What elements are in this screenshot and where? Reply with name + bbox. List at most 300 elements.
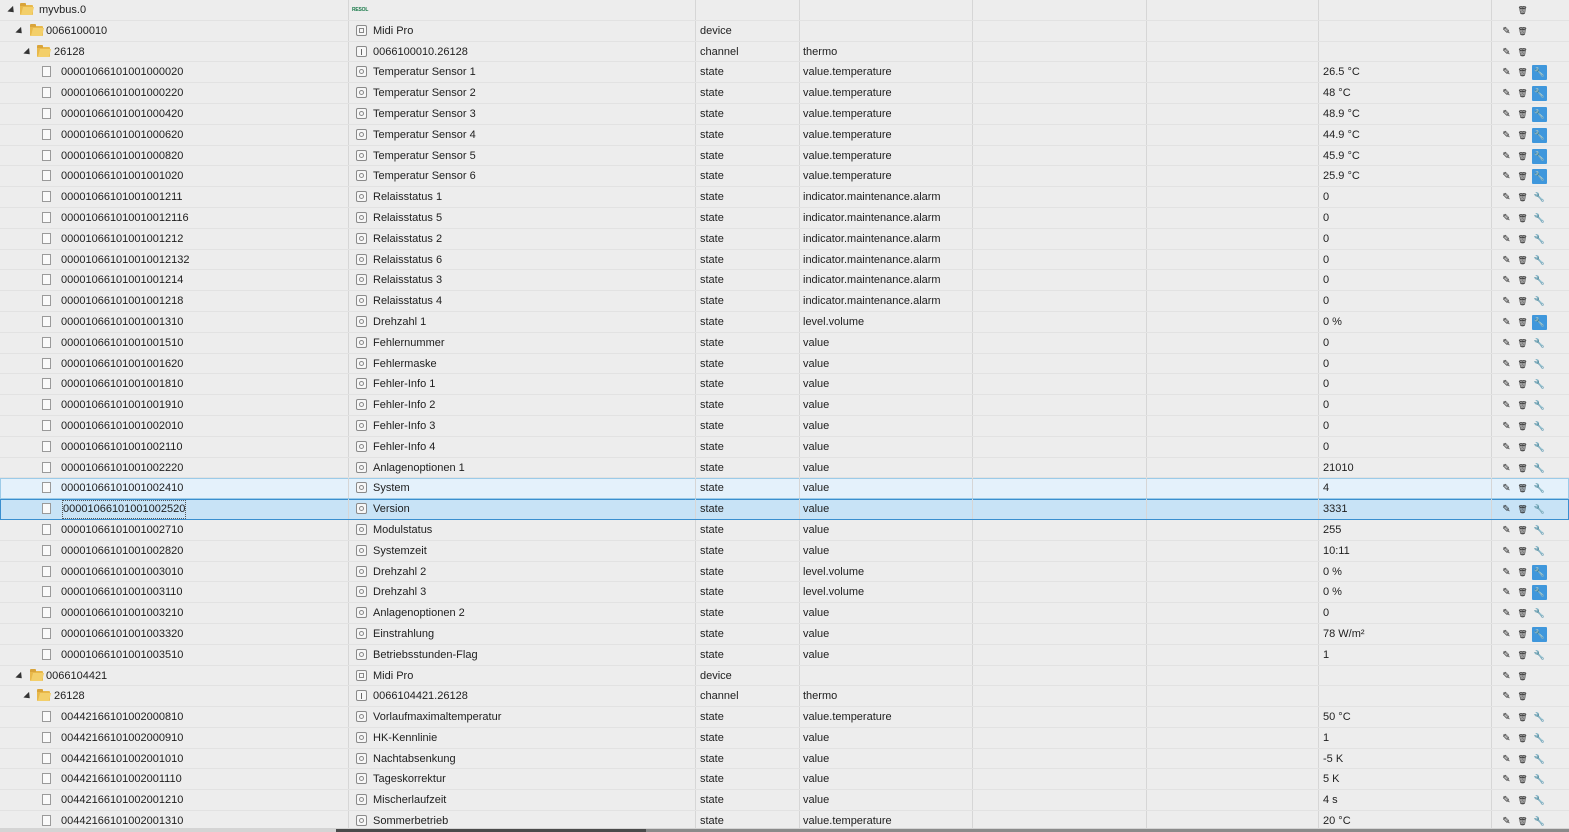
edit-button[interactable]: ✎ [1502, 462, 1511, 474]
file-icon [42, 586, 51, 597]
file-icon [42, 482, 51, 493]
column-divider [799, 395, 800, 415]
column-divider [1146, 208, 1147, 228]
object-id: 00442166101002001110 [61, 773, 182, 786]
object-name: Anlagenoptionen 2 [373, 607, 465, 620]
object-name: Fehlernummer [373, 336, 445, 349]
column-divider [799, 208, 800, 228]
delete-button[interactable]: 🗑 [1517, 47, 1528, 57]
state-icon [356, 358, 367, 369]
column-divider [348, 270, 349, 290]
column-divider [972, 707, 973, 727]
settings-wrench-button[interactable]: 🔧 [1533, 712, 1546, 723]
column-divider [1491, 416, 1492, 436]
object-value: 48 °C [1323, 87, 1351, 100]
object-value: 25.9 °C [1323, 170, 1360, 183]
delete-button[interactable]: 🗑 [1517, 754, 1528, 764]
object-id: 00001066101001000220 [61, 87, 184, 100]
delete-button[interactable]: 🗑 [1517, 629, 1528, 639]
table-row[interactable] [0, 104, 1569, 125]
column-divider [348, 187, 349, 207]
column-divider [1491, 478, 1492, 498]
settings-wrench-button[interactable]: 🔧 [1532, 315, 1547, 330]
delete-button[interactable]: 🗑 [1517, 213, 1528, 223]
delete-button[interactable]: 🗑 [1517, 650, 1528, 660]
column-divider [1491, 146, 1492, 166]
object-type: state [700, 523, 724, 536]
column-divider [1318, 0, 1319, 20]
delete-button[interactable]: 🗑 [1517, 525, 1528, 535]
settings-wrench-button[interactable]: 🔧 [1532, 565, 1547, 580]
settings-wrench-button[interactable]: 🔧 [1533, 441, 1546, 452]
edit-button[interactable]: ✎ [1502, 649, 1511, 661]
column-divider [1318, 42, 1319, 62]
delete-button[interactable]: 🗑 [1517, 89, 1528, 99]
edit-button[interactable]: ✎ [1502, 171, 1511, 183]
object-type: channel [700, 45, 739, 58]
horizontal-scrollbar[interactable] [0, 828, 1569, 832]
edit-button[interactable]: ✎ [1502, 712, 1511, 724]
edit-button[interactable]: ✎ [1502, 67, 1511, 79]
table-row[interactable] [0, 270, 1569, 291]
settings-wrench-button[interactable]: 🔧 [1533, 774, 1546, 785]
edit-button[interactable]: ✎ [1502, 212, 1511, 224]
column-divider [799, 478, 800, 498]
edit-button[interactable]: ✎ [1502, 379, 1511, 391]
table-row[interactable] [0, 250, 1569, 271]
edit-button[interactable]: ✎ [1502, 358, 1511, 370]
state-icon [356, 773, 367, 784]
state-icon [356, 732, 367, 743]
state-icon [356, 129, 367, 140]
settings-wrench-button[interactable]: 🔧 [1532, 86, 1547, 101]
delete-button[interactable]: 🗑 [1517, 588, 1528, 598]
settings-wrench-button[interactable]: 🔧 [1532, 585, 1547, 600]
column-divider [1491, 312, 1492, 332]
delete-button[interactable]: 🗑 [1517, 421, 1528, 431]
edit-button[interactable]: ✎ [1502, 795, 1511, 807]
column-divider [348, 62, 349, 82]
object-type: state [700, 232, 724, 245]
settings-wrench-button[interactable]: 🔧 [1532, 627, 1547, 642]
object-type: state [700, 128, 724, 141]
edit-button[interactable]: ✎ [1502, 483, 1511, 495]
table-row[interactable] [0, 395, 1569, 416]
device-icon [356, 25, 367, 36]
column-divider [799, 62, 800, 82]
column-divider [348, 146, 349, 166]
delete-button[interactable]: 🗑 [1517, 505, 1528, 515]
column-divider [1318, 582, 1319, 602]
object-value: 5 K [1323, 773, 1340, 786]
column-divider [1318, 707, 1319, 727]
column-divider [799, 187, 800, 207]
table-row[interactable] [0, 83, 1569, 104]
object-role: value [803, 378, 830, 391]
settings-wrench-button[interactable]: 🔧 [1533, 483, 1546, 494]
delete-button[interactable]: 🗑 [1517, 317, 1528, 327]
table-row[interactable] [0, 790, 1569, 811]
object-id: 00001066101001003320 [61, 627, 184, 640]
delete-button[interactable]: 🗑 [1517, 546, 1528, 556]
tree-folder-row[interactable] [0, 0, 1569, 21]
delete-button[interactable]: 🗑 [1517, 463, 1528, 473]
file-icon [42, 274, 51, 285]
file-icon [42, 108, 51, 119]
table-row[interactable] [0, 416, 1569, 437]
column-divider [1318, 728, 1319, 748]
table-row[interactable] [0, 458, 1569, 479]
object-id: 00442166101002001210 [61, 794, 184, 807]
column-divider [972, 749, 973, 769]
object-type: state [700, 170, 724, 183]
table-row[interactable] [0, 728, 1569, 749]
column-divider [1491, 769, 1492, 789]
settings-wrench-button[interactable]: 🔧 [1533, 816, 1546, 827]
state-icon [356, 794, 367, 805]
edit-button[interactable]: ✎ [1502, 774, 1511, 786]
settings-wrench-button[interactable]: 🔧 [1533, 608, 1546, 619]
delete-button[interactable]: 🗑 [1517, 359, 1528, 369]
column-divider [1491, 42, 1492, 62]
column-divider [972, 624, 973, 644]
edit-button[interactable]: ✎ [1502, 316, 1511, 328]
settings-wrench-button[interactable]: 🔧 [1533, 296, 1546, 307]
column-divider [1491, 728, 1492, 748]
edit-button[interactable]: ✎ [1502, 524, 1511, 536]
settings-wrench-button[interactable]: 🔧 [1533, 192, 1546, 203]
table-row[interactable] [0, 229, 1569, 250]
delete-button[interactable]: 🗑 [1517, 26, 1528, 36]
column-divider [348, 208, 349, 228]
state-icon [356, 753, 367, 764]
edit-button[interactable]: ✎ [1502, 25, 1511, 37]
table-row[interactable] [0, 478, 1569, 499]
edit-button[interactable]: ✎ [1502, 192, 1511, 204]
column-divider [695, 582, 696, 602]
object-name: Temperatur Sensor 5 [373, 149, 476, 162]
column-divider [972, 250, 973, 270]
delete-button[interactable]: 🗑 [1517, 68, 1528, 78]
column-divider [695, 104, 696, 124]
edit-button[interactable]: ✎ [1502, 816, 1511, 828]
column-divider [1491, 707, 1492, 727]
object-id: 00001066101001001620 [61, 357, 184, 370]
tree-folder-row[interactable] [0, 42, 1569, 63]
table-row[interactable] [0, 333, 1569, 354]
object-role: value.temperature [803, 170, 892, 183]
delete-button[interactable]: 🗑 [1517, 609, 1528, 619]
column-divider [1491, 520, 1492, 540]
file-icon [42, 87, 51, 98]
column-divider [695, 437, 696, 457]
object-value: 26.5 °C [1323, 66, 1360, 79]
settings-wrench-button[interactable]: 🔧 [1532, 107, 1547, 122]
tree-folder-row[interactable] [0, 666, 1569, 687]
delete-button[interactable]: 🗑 [1517, 130, 1528, 140]
settings-wrench-button[interactable]: 🔧 [1533, 649, 1546, 660]
table-row[interactable] [0, 562, 1569, 583]
file-icon [42, 254, 51, 265]
table-row[interactable] [0, 603, 1569, 624]
object-id: 00001066101001002410 [61, 482, 184, 495]
settings-wrench-button[interactable]: 🔧 [1532, 169, 1547, 184]
object-id: 0066104421 [46, 669, 108, 682]
column-divider [972, 458, 973, 478]
column-divider [695, 312, 696, 332]
object-value: 21010 [1323, 461, 1354, 474]
edit-button[interactable]: ✎ [1502, 608, 1511, 620]
column-divider [348, 666, 349, 686]
object-value: 0 [1323, 211, 1330, 224]
settings-wrench-button[interactable]: 🔧 [1533, 254, 1546, 265]
settings-wrench-button[interactable]: 🔧 [1532, 65, 1547, 80]
column-divider [695, 645, 696, 665]
object-name: Vorlaufmaximaltemperatur [373, 711, 502, 724]
delete-button[interactable]: 🗑 [1517, 796, 1528, 806]
edit-button[interactable]: ✎ [1502, 545, 1511, 557]
table-row[interactable] [0, 354, 1569, 375]
object-id: 26128 [54, 690, 85, 703]
settings-wrench-button[interactable]: 🔧 [1533, 732, 1546, 743]
edit-button[interactable]: ✎ [1502, 275, 1511, 287]
object-role: value.temperature [803, 107, 892, 120]
edit-button[interactable]: ✎ [1502, 150, 1511, 162]
object-name: Systemzeit [373, 544, 427, 557]
column-divider [1318, 499, 1319, 519]
table-row[interactable] [0, 437, 1569, 458]
object-id: 000010661010010012116 [61, 211, 189, 224]
column-divider [1146, 42, 1147, 62]
column-divider [348, 312, 349, 332]
column-divider [1491, 21, 1492, 41]
table-row[interactable] [0, 582, 1569, 603]
object-name: Temperatur Sensor 3 [373, 107, 476, 120]
delete-button[interactable]: 🗑 [1517, 401, 1528, 411]
object-type: state [700, 66, 724, 79]
object-role: level.volume [803, 586, 865, 599]
table-row[interactable] [0, 520, 1569, 541]
file-icon [42, 420, 51, 431]
delete-button[interactable]: 🗑 [1517, 442, 1528, 452]
object-name: Midi Pro [373, 24, 414, 37]
table-row[interactable] [0, 499, 1569, 520]
settings-wrench-button[interactable]: 🔧 [1533, 275, 1546, 286]
object-role: value [803, 399, 830, 412]
edit-button[interactable]: ✎ [1502, 296, 1511, 308]
object-type: state [700, 815, 724, 828]
edit-button[interactable]: ✎ [1502, 753, 1511, 765]
expand-triangle-icon[interactable] [23, 47, 32, 56]
expand-triangle-icon[interactable] [15, 671, 24, 680]
file-icon [42, 753, 51, 764]
object-type: state [700, 461, 724, 474]
object-type: state [700, 648, 724, 661]
column-divider [1491, 374, 1492, 394]
table-row[interactable] [0, 62, 1569, 83]
table-row[interactable] [0, 374, 1569, 395]
table-row[interactable] [0, 146, 1569, 167]
state-icon [356, 212, 367, 223]
settings-wrench-button[interactable]: 🔧 [1533, 337, 1546, 348]
column-divider [695, 416, 696, 436]
column-divider [799, 541, 800, 561]
column-divider [348, 104, 349, 124]
object-role: thermo [803, 45, 838, 58]
delete-button[interactable]: 🗑 [1517, 109, 1528, 119]
column-divider [799, 291, 800, 311]
state-icon [356, 711, 367, 722]
object-type: state [700, 253, 724, 266]
column-divider [1146, 520, 1147, 540]
delete-button[interactable]: 🗑 [1517, 234, 1528, 244]
table-row[interactable] [0, 166, 1569, 187]
column-divider [1146, 645, 1147, 665]
delete-button[interactable]: 🗑 [1517, 567, 1528, 577]
delete-button[interactable]: 🗑 [1517, 692, 1528, 702]
delete-button[interactable]: 🗑 [1517, 484, 1528, 494]
table-row[interactable] [0, 707, 1569, 728]
column-divider [348, 416, 349, 436]
column-divider [1318, 125, 1319, 145]
delete-button[interactable]: 🗑 [1517, 775, 1528, 785]
tree-folder-row[interactable] [0, 686, 1569, 707]
settings-wrench-button[interactable]: 🔧 [1533, 358, 1546, 369]
object-id: 00442166101002000910 [61, 731, 184, 744]
table-row[interactable] [0, 541, 1569, 562]
folder-icon [20, 5, 33, 15]
column-divider [1318, 374, 1319, 394]
table-row[interactable] [0, 769, 1569, 790]
delete-button[interactable]: 🗑 [1517, 172, 1528, 182]
state-icon [356, 566, 367, 577]
settings-wrench-button[interactable]: 🔧 [1533, 212, 1546, 223]
settings-wrench-button[interactable]: 🔧 [1533, 462, 1546, 473]
object-name: Fehler-Info 3 [373, 419, 436, 432]
column-divider [1146, 83, 1147, 103]
file-icon [42, 732, 51, 743]
object-name: Modulstatus [373, 523, 433, 536]
edit-button[interactable]: ✎ [1502, 337, 1511, 349]
settings-wrench-button[interactable]: 🔧 [1533, 524, 1546, 535]
edit-button[interactable]: ✎ [1502, 254, 1511, 266]
delete-button[interactable]: 🗑 [1517, 380, 1528, 390]
delete-button[interactable]: 🗑 [1517, 193, 1528, 203]
object-role: value [803, 627, 830, 640]
column-divider [1318, 146, 1319, 166]
settings-wrench-button[interactable]: 🔧 [1532, 149, 1547, 164]
table-row[interactable] [0, 125, 1569, 146]
settings-wrench-button[interactable]: 🔧 [1533, 379, 1546, 390]
device-icon [356, 670, 367, 681]
delete-button[interactable]: 🗑 [1517, 255, 1528, 265]
delete-button[interactable]: 🗑 [1517, 713, 1528, 723]
edit-button[interactable]: ✎ [1502, 691, 1511, 703]
edit-button[interactable]: ✎ [1502, 670, 1511, 682]
table-row[interactable] [0, 749, 1569, 770]
column-divider [1491, 437, 1492, 457]
table-row[interactable] [0, 312, 1569, 333]
file-icon [42, 358, 51, 369]
column-divider [1146, 686, 1147, 706]
settings-wrench-button[interactable]: 🔧 [1533, 420, 1546, 431]
delete-button[interactable]: 🗑 [1517, 151, 1528, 161]
table-row[interactable] [0, 624, 1569, 645]
delete-button[interactable]: 🗑 [1517, 671, 1528, 681]
object-id: 00001066101001001218 [61, 295, 184, 308]
expand-triangle-icon[interactable] [7, 6, 16, 15]
table-row[interactable] [0, 187, 1569, 208]
column-divider [348, 291, 349, 311]
settings-wrench-button[interactable]: 🔧 [1532, 128, 1547, 143]
expand-triangle-icon[interactable] [23, 692, 32, 701]
edit-button[interactable]: ✎ [1502, 129, 1511, 141]
delete-button[interactable]: 🗑 [1517, 817, 1528, 827]
delete-button[interactable]: 🗑 [1517, 297, 1528, 307]
column-divider [695, 333, 696, 353]
delete-button[interactable]: 🗑 [1517, 276, 1528, 286]
object-value: 45.9 °C [1323, 149, 1360, 162]
object-type: state [700, 565, 724, 578]
object-value: 0 [1323, 357, 1330, 370]
column-divider [799, 42, 800, 62]
object-name: Fehlermaske [373, 357, 437, 370]
object-name: Temperatur Sensor 1 [373, 66, 476, 79]
settings-wrench-button[interactable]: 🔧 [1533, 753, 1546, 764]
object-id: 00442166101002001010 [61, 752, 184, 765]
edit-button[interactable]: ✎ [1502, 233, 1511, 245]
delete-button[interactable]: 🗑 [1517, 733, 1528, 743]
object-value: 78 W/m² [1323, 627, 1365, 640]
column-divider [972, 83, 973, 103]
column-divider [1146, 187, 1147, 207]
object-role: value [803, 482, 830, 495]
column-divider [348, 686, 349, 706]
edit-button[interactable]: ✎ [1502, 88, 1511, 100]
settings-wrench-button[interactable]: 🔧 [1533, 504, 1546, 515]
column-divider [695, 728, 696, 748]
edit-button[interactable]: ✎ [1502, 628, 1511, 640]
edit-button[interactable]: ✎ [1502, 400, 1511, 412]
edit-button[interactable]: ✎ [1502, 587, 1511, 599]
settings-wrench-button[interactable]: 🔧 [1533, 795, 1546, 806]
settings-wrench-button[interactable]: 🔧 [1533, 233, 1546, 244]
tree-folder-row[interactable] [0, 21, 1569, 42]
edit-button[interactable]: ✎ [1502, 108, 1511, 120]
column-divider [799, 374, 800, 394]
object-id: 00442166101002001310 [61, 815, 184, 828]
table-row[interactable] [0, 645, 1569, 666]
edit-button[interactable]: ✎ [1502, 420, 1511, 432]
table-row[interactable] [0, 291, 1569, 312]
edit-button[interactable]: ✎ [1502, 504, 1511, 516]
column-divider [972, 582, 973, 602]
delete-button[interactable]: 🗑 [1517, 338, 1528, 348]
file-icon [42, 212, 51, 223]
settings-wrench-button[interactable]: 🔧 [1533, 400, 1546, 411]
delete-button[interactable]: 🗑 [1517, 6, 1528, 15]
settings-wrench-button[interactable]: 🔧 [1533, 545, 1546, 556]
edit-button[interactable]: ✎ [1502, 441, 1511, 453]
object-name: Mischerlaufzeit [373, 794, 447, 807]
object-role: value.temperature [803, 815, 892, 828]
expand-triangle-icon[interactable] [15, 27, 24, 36]
table-row[interactable] [0, 208, 1569, 229]
edit-button[interactable]: ✎ [1502, 732, 1511, 744]
column-divider [1318, 478, 1319, 498]
edit-button[interactable]: ✎ [1502, 566, 1511, 578]
edit-button[interactable]: ✎ [1502, 46, 1511, 58]
